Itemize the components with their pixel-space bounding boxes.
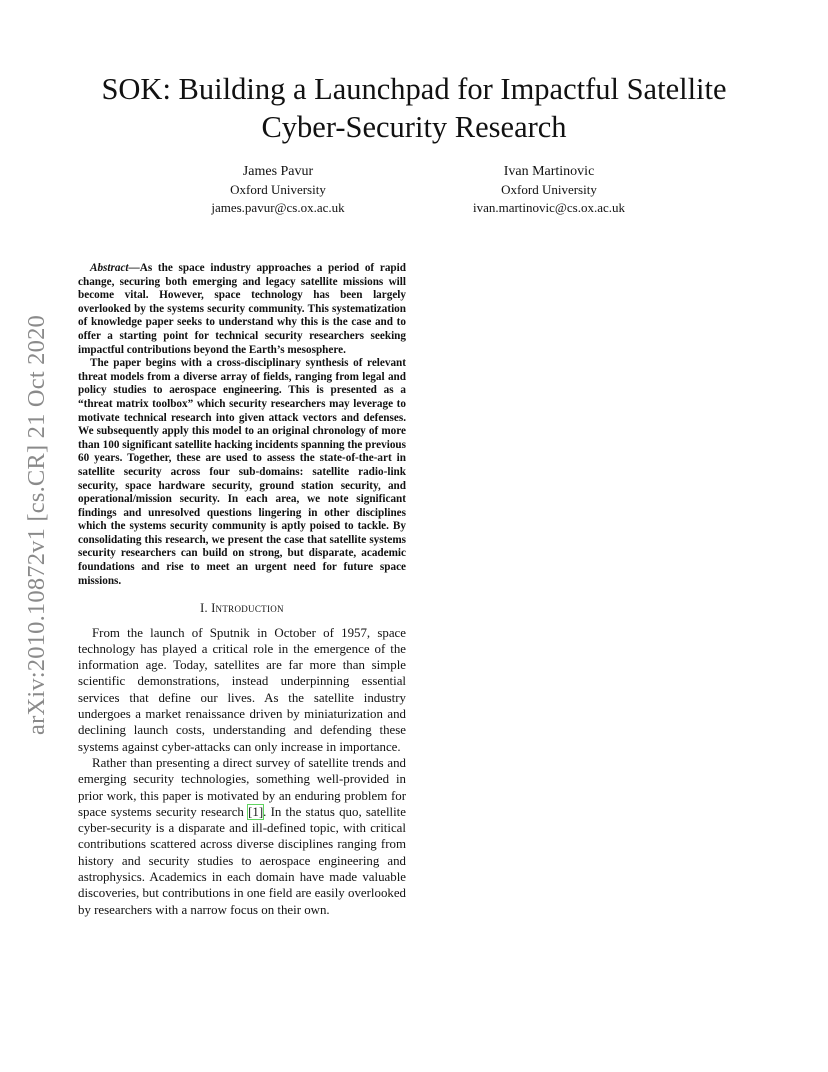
body-paragraph: Rather than presenting a direct survey of satellite trends and emerging security technologies, something well-provided in prior work, this paper is motivated by an enduring problem for space systems security research [1]. In the status quo, satellite cyber-security is a disparate and ill-defined topic, with critical contributions scattered across diverse disciplines ranging from history and security studies to aerospace engineering and astrophysics. Academics in each domain have made valuable discoveries, but contributions in one field are easily overlooked by researchers with a narrow focus on their own. [78,755,406,917]
abstract [78,262,406,588]
author-name: Ivan Martinovic [503,164,595,179]
abstract-paragraph: The paper begins with a cross-disciplinary synthesis of relevant threat models from a diverse array of fields, ranging from legal and policy studies to aerospace engineering. This is presented as a “threat matrix toolbox” which security researchers may leverage to motivate technical research into given attack vectors and defenses. We subsequently apply this model to an original chronology of more than 100 significant satellite hacking incidents spanning the previous 60 years. Together, these are used to assess the state-of-the-art in satellite security across four sub-domains: satellite radio-link security, space hardware security, ground station security, and operational/mission security. In each area, we note significant findings and unresolved questions lingering in other disciplines which the systems security community is aptly poised to tackle. By consolidating this research, we present the case that satellite systems security researchers can build on strong, but disparate, academic foundations and rise to meet an urgent need for future space missions. [78,357,406,587]
arxiv-stamp-text: arXiv:2010.10872v1 [cs.CR] 21 Oct 2020 [23,315,50,735]
author-block-2 [399,163,699,217]
left-column [78,262,406,918]
abstract-label: Abstract [90,262,129,274]
author-affiliation: Oxford University [230,182,326,197]
arxiv-stamp [24,290,50,760]
author-name: James Pavur [242,164,314,179]
author-email: james.pavur@cs.ox.ac.uk [211,200,345,215]
author-email: ivan.martinovic@cs.ox.ac.uk [472,200,626,215]
body-paragraph: From the launch of Sputnik in October of 1957, space technology has played a critical role in the emergence of the information age. Today, satellites are far more than simple scientific demonstrations, instead underpinning essential services that define our lives. As the satellite industry undergoes a market renaissance driven by miniaturization and declining launch costs, understanding and defending these systems against cyber-attacks can only increase in importance. [78,625,406,754]
author-affiliation: Oxford University [501,182,597,197]
citation-link[interactable]: [1] [248,804,264,819]
section-heading-introduction: I. Introduction [200,601,284,616]
paper-title: SOK: Building a Launchpad for Impactful Satellite Cyber-Security Research [101,72,727,144]
abstract-paragraph: Abstract—As the space industry approaches a period of rapid change, securing both emerging and legacy satellite missions will become vital. However, space technology has been largely overlooked by the systems security community. This systematization of knowledge paper seeks to understand why this is the case and to offer a starting point for technical security researchers seeking impactful contributions beyond the Earth’s mesosphere. [78,262,406,356]
author-block-1 [128,163,428,217]
